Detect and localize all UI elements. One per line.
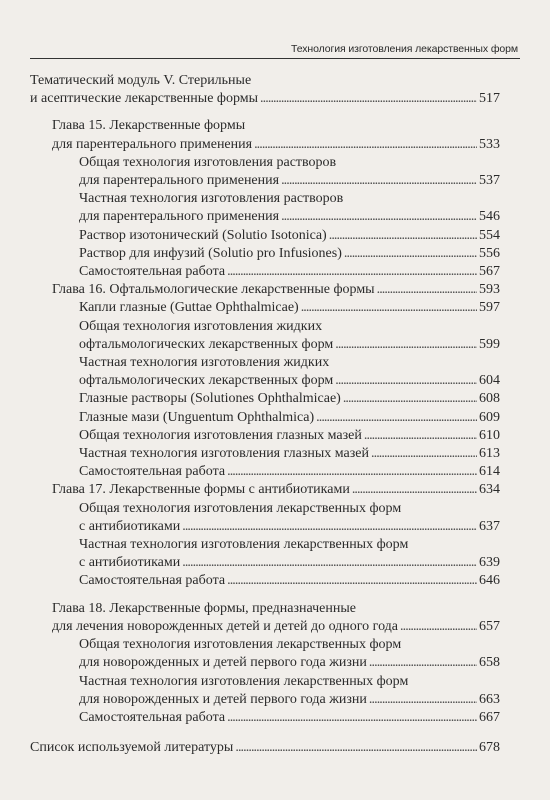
toc-page-number: 593 (479, 282, 500, 298)
dot-leader (400, 618, 477, 636)
toc-entry-text: офтальмологических лекарственных форм (79, 336, 334, 352)
toc-entry[interactable] (30, 409, 500, 427)
dot-leader (335, 372, 477, 390)
toc-entry-text: Глазные растворы (Solutiones Ophthalmicae) (79, 391, 341, 407)
dot-leader (235, 739, 477, 757)
toc-page-number: 599 (479, 336, 500, 352)
toc-entry[interactable] (30, 299, 500, 317)
toc-page-number: 546 (479, 209, 500, 225)
toc-page-number: 634 (479, 482, 500, 498)
toc-entry-text: Частная технология изготовления растворов (79, 191, 344, 207)
toc-entry-text: Частная технология изготовления лекарственных форм (79, 537, 409, 553)
toc-entry-text: Частная технология изготовления глазных мазей (79, 446, 369, 462)
toc-entry-text: Глазные мази (Unguentum Ophthalmica) (79, 409, 315, 425)
toc-entry-text: Глава 17. Лекарственные формы с антибиотиками (52, 482, 350, 498)
toc-entry-text: Общая технология изготовления лекарственных форм (79, 637, 402, 653)
toc-page-number: 658 (479, 655, 500, 671)
dot-leader (316, 409, 477, 427)
dot-leader (227, 463, 477, 481)
toc-page-number: 667 (479, 709, 500, 725)
toc-entry[interactable] (30, 500, 500, 536)
toc-page-number: 556 (479, 245, 500, 261)
toc-page-number: 609 (479, 409, 500, 425)
toc-page-number: 604 (479, 373, 500, 389)
toc-entry-text: Общая технология изготовления жидких (79, 318, 323, 334)
toc-entry-text: с антибиотиками (79, 518, 181, 534)
toc-entry-text: офтальмологических лекарственных форм (79, 373, 334, 389)
toc-page-number: 567 (479, 264, 500, 280)
toc-entry-text: Список используемой литературы (30, 740, 234, 756)
toc-entry[interactable] (30, 481, 500, 499)
dot-leader (227, 709, 477, 727)
running-header (30, 30, 520, 59)
dot-leader (301, 299, 477, 317)
toc-entry-text: Частная технология изготовления жидких (79, 355, 330, 371)
toc-entry-text: с антибиотиками (79, 555, 181, 571)
dot-leader (369, 654, 477, 672)
toc-entry[interactable] (30, 390, 500, 408)
toc-entry[interactable] (30, 245, 500, 263)
dot-leader (260, 90, 477, 108)
toc-entry[interactable] (30, 154, 500, 190)
toc-entry-text: для лечения новорожденных детей и детей до одного года (52, 618, 399, 634)
toc-entry[interactable] (30, 709, 500, 727)
toc-page-number: 517 (479, 91, 500, 107)
toc-entry[interactable] (30, 190, 500, 226)
toc-entry[interactable] (30, 318, 500, 354)
toc-entry-text: Раствор изотонический (Solutio Isotonica) (79, 227, 327, 243)
toc-entry-text: для новорожденных и детей первого года жизни (79, 655, 367, 671)
toc-entry-text: Самостоятельная работа (79, 573, 226, 589)
toc-entry-text: Общая технология изготовления глазных мазей (79, 427, 362, 443)
dot-leader (335, 336, 477, 354)
toc-entry[interactable] (30, 445, 500, 463)
toc-entry[interactable] (30, 673, 500, 709)
toc-entry[interactable] (30, 117, 500, 153)
dot-leader (227, 572, 477, 590)
dot-leader (227, 263, 477, 281)
dot-leader (281, 172, 477, 190)
dot-leader (364, 427, 477, 445)
toc-entry-text: Самостоятельная работа (79, 464, 226, 480)
toc-entry-text: Самостоятельная работа (79, 709, 226, 725)
toc-page-number: 678 (479, 740, 500, 756)
toc-entry[interactable] (30, 536, 500, 572)
dot-leader (377, 281, 477, 299)
toc-entry-text: Общая технология изготовления растворов (79, 154, 337, 170)
toc-entry[interactable] (30, 600, 500, 636)
toc-entry-text: Капли глазные (Guttae Ophthalmicae) (79, 300, 299, 316)
running-header-title: Технология изготовления лекарственных форм (291, 43, 518, 55)
dot-leader (344, 245, 477, 263)
table-of-contents (30, 72, 500, 757)
toc-entry[interactable] (30, 463, 500, 481)
toc-entry[interactable] (30, 72, 500, 108)
toc-entry[interactable] (30, 227, 500, 245)
toc-page-number: 597 (479, 300, 500, 316)
toc-entry[interactable] (30, 739, 500, 757)
toc-entry[interactable] (30, 281, 500, 299)
toc-entry-text: для парентерального применения (52, 136, 253, 152)
toc-entry-text: для парентерального применения (79, 209, 280, 225)
toc-entry[interactable] (30, 263, 500, 281)
toc-entry-text: и асептические лекарственные формы (30, 91, 259, 107)
toc-entry-text: Частная технология изготовления лекарственных форм (79, 673, 409, 689)
dot-leader (343, 390, 477, 408)
toc-entry-text: Раствор для инфузий (Solutio pro Infusiones) (79, 245, 342, 261)
toc-entry[interactable] (30, 636, 500, 672)
dot-leader (281, 208, 477, 226)
dot-leader (352, 481, 477, 499)
toc-entry-text: Глава 18. Лекарственные формы, предназначенные (52, 600, 356, 616)
toc-entry[interactable] (30, 354, 500, 390)
dot-leader (182, 518, 477, 536)
toc-page-number: 639 (479, 555, 500, 571)
toc-entry-text: для новорожденных и детей первого года жизни (79, 691, 367, 707)
toc-entry[interactable] (30, 427, 500, 445)
toc-page-number: 608 (479, 391, 500, 407)
toc-entry-text: Тематический модуль V. Стерильные (30, 73, 252, 88)
toc-entry-text: для парентерального применения (79, 173, 280, 189)
toc-entry-text: Глава 15. Лекарственные формы (52, 118, 246, 134)
toc-page-number: 657 (479, 618, 500, 634)
toc-page-number: 537 (479, 173, 500, 189)
toc-page-number: 610 (479, 427, 500, 443)
toc-page-number: 663 (479, 691, 500, 707)
dot-leader (329, 227, 477, 245)
toc-entry[interactable] (30, 572, 500, 590)
toc-entry-text: Общая технология изготовления лекарственных форм (79, 500, 402, 516)
toc-entry-text: Глава 16. Офтальмологические лекарственные формы (52, 282, 375, 298)
dot-leader (254, 136, 477, 154)
toc-page-number: 533 (479, 136, 500, 152)
toc-entry-text: Самостоятельная работа (79, 264, 226, 280)
dot-leader (182, 554, 477, 572)
dot-leader (369, 691, 477, 709)
toc-page-number: 614 (479, 464, 500, 480)
toc-page-number: 554 (479, 227, 500, 243)
toc-page-number: 646 (479, 573, 500, 589)
toc-page-number: 637 (479, 518, 500, 534)
toc-page-number: 613 (479, 446, 500, 462)
dot-leader (371, 445, 477, 463)
